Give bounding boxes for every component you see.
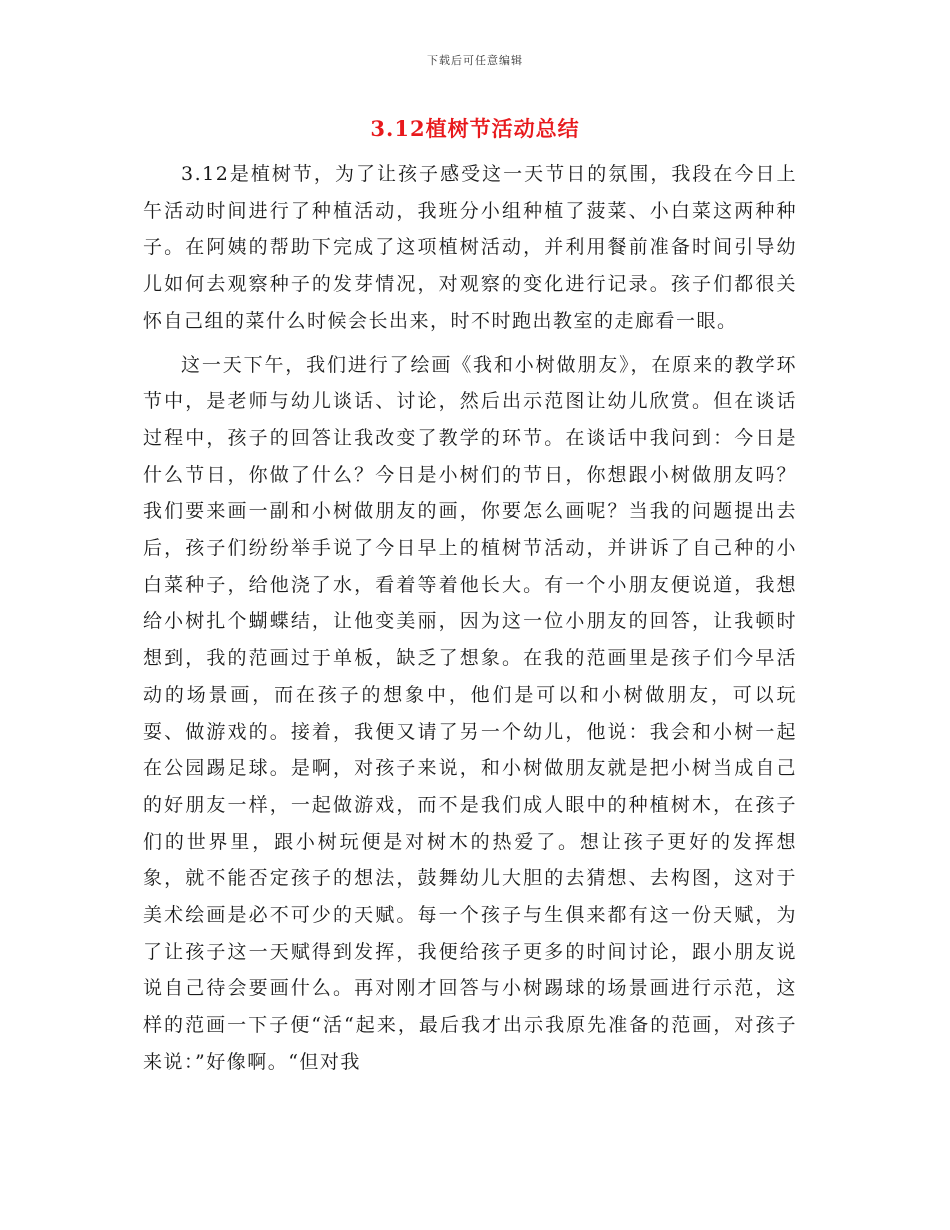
document-title: 3.12植树节活动总结 xyxy=(370,116,580,141)
paragraph-1: 3.12是植树节，为了让孩子感受这一天节日的氛围，我段在今日上午活动时间进行了种植活动，我班分小组种植了菠菜、小白菜这两种种子。在阿姨的帮助下完成了这项植树活动，并利用餐前准备时间引导幼儿如何去观察种子的发芽情况，对观察的变化进行记录。孩子们都很关怀自己组的菜什么时候会长出来，时不时跑出教室的走廊看一眼。 xyxy=(143,163,797,332)
document-body xyxy=(143,156,797,1081)
paragraph-2: 这一天下午，我们进行了绘画《我和小树做朋友》，在原来的教学环节中，是老师与幼儿谈话、讨论，然后出示范图让幼儿欣赏。但在谈话过程中，孩子的回答让我改变了教学的环节。在谈话中我问到：今日是什么节日，你做了什么？今日是小树们的节日，你想跟小树做朋友吗？我们要来画一副和小树做朋友的画，你要怎么画呢？当我的问题提出去后，孩子们纷纷举手说了今日早上的植树节活动，并讲诉了自己种的小白菜种子，给他浇了水，看着等着他长大。有一个小朋友便说道，我想给小树扎个蝴蝶结，让他变美丽，因为这一位小朋友的回答，让我顿时想到，我的范画过于单板，缺乏了想象。在我的范画里是孩子们今早活动的场景画，而在孩子的想象中，他们是可以和小树做朋友，可以玩耍、做游戏的。接着，我便又请了另一个幼儿，他说：我会和小树一起在公园踢足球。是啊，对孩子来说，和小树做朋友就是把小树当成自己的好朋友一样，一起做游戏，而不是我们成人眼中的种植树木，在孩子们的世界里，跟小树玩便是对树木的热爱了。想让孩子更好的发挥想象，就不能否定孩子的想法，鼓舞幼儿大胆的去猜想、去构图，这对于美术绘画是必不可少的天赋。每一个孩子与生俱来都有这一份天赋，为了让孩子这一天赋得到发挥，我便给孩子更多的时间讨论，跟小朋友说说自己待会要画什么。再对刚才回答与小树踢球的场景画进行示范，这样的范画一下子便“活“起来，最后我才出示我原先准备的范画，对孩子来说：”好像啊。“但对我 xyxy=(143,353,797,1073)
header-note: 下载后可任意编辑 xyxy=(427,54,523,67)
